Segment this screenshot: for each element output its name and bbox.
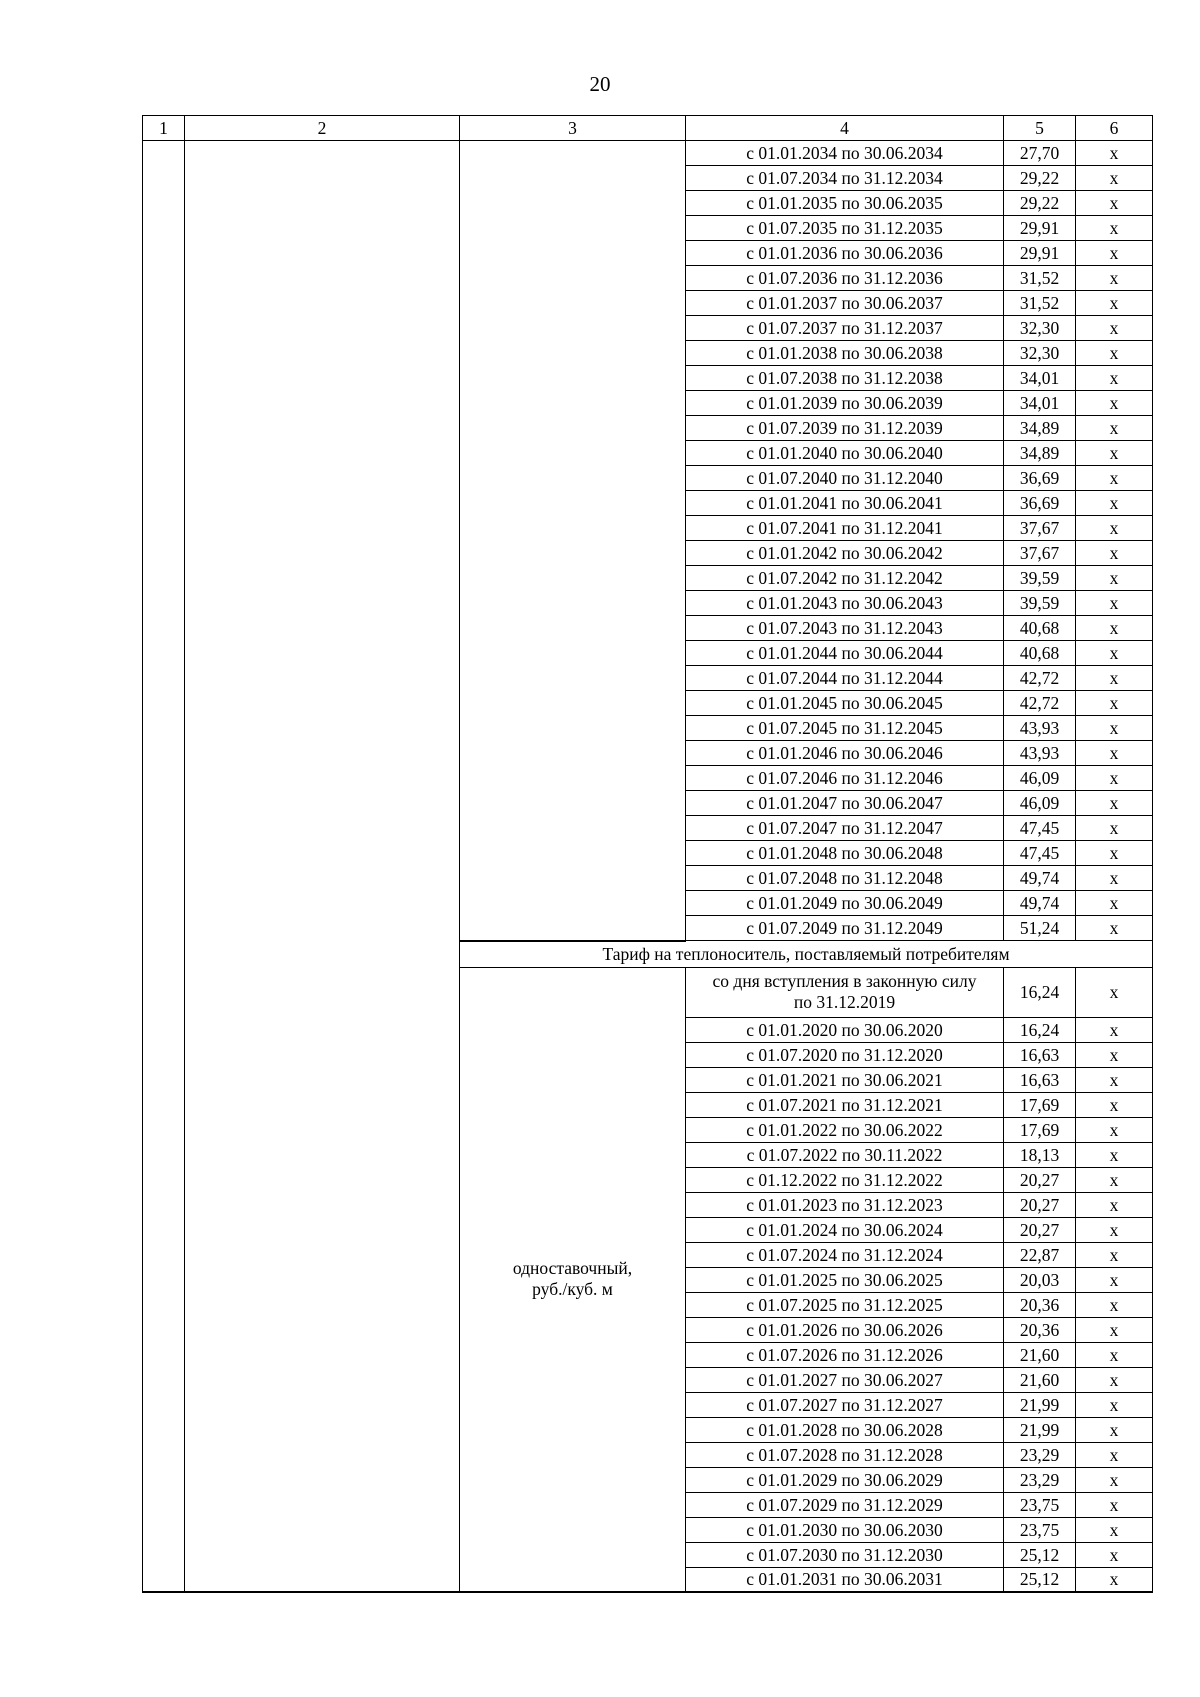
mark-cell: х xyxy=(1076,166,1153,191)
tariff-value-cell: 23,29 xyxy=(1004,1467,1076,1492)
tariff-value-cell: 16,24 xyxy=(1004,1017,1076,1042)
mark-cell: х xyxy=(1076,341,1153,366)
tariff-value-cell: 36,69 xyxy=(1004,491,1076,516)
tariff-value-cell: 40,68 xyxy=(1004,641,1076,666)
tariff-value-cell: 34,01 xyxy=(1004,366,1076,391)
tariff-value-cell: 49,74 xyxy=(1004,891,1076,916)
tariff-value-cell: 20,03 xyxy=(1004,1267,1076,1292)
tariff-value-cell: 16,24 xyxy=(1004,967,1076,1017)
tariff-type-cell xyxy=(460,967,686,1592)
tariff-value-cell: 16,63 xyxy=(1004,1042,1076,1067)
period-cell: с 01.01.2034 по 30.06.2034 xyxy=(686,141,1004,166)
column-3-empty-cell xyxy=(460,141,686,941)
mark-cell: х xyxy=(1076,566,1153,591)
tariff-value-cell: 29,91 xyxy=(1004,216,1076,241)
period-cell: с 01.07.2046 по 31.12.2046 xyxy=(686,766,1004,791)
tariff-value-cell: 31,52 xyxy=(1004,291,1076,316)
mark-cell: х xyxy=(1076,291,1153,316)
mark-cell: х xyxy=(1076,766,1153,791)
mark-cell: х xyxy=(1076,1417,1153,1442)
mark-cell: х xyxy=(1076,1567,1153,1592)
period-cell: с 01.12.2022 по 31.12.2022 xyxy=(686,1167,1004,1192)
tariff-value-cell: 27,70 xyxy=(1004,141,1076,166)
tariff-value-cell: 39,59 xyxy=(1004,566,1076,591)
period-cell: с 01.07.2044 по 31.12.2044 xyxy=(686,666,1004,691)
period-cell: с 01.07.2027 по 31.12.2027 xyxy=(686,1392,1004,1417)
tariff-value-cell: 34,89 xyxy=(1004,441,1076,466)
tariff-value-cell: 29,22 xyxy=(1004,166,1076,191)
column-number-3: 3 xyxy=(460,116,686,141)
tariff-value-cell: 25,12 xyxy=(1004,1542,1076,1567)
tariff-value-cell: 21,60 xyxy=(1004,1367,1076,1392)
mark-cell: х xyxy=(1076,141,1153,166)
mark-cell: х xyxy=(1076,216,1153,241)
mark-cell: х xyxy=(1076,541,1153,566)
period-cell: с 01.01.2042 по 30.06.2042 xyxy=(686,541,1004,566)
column-number-row xyxy=(143,116,1153,141)
period-cell: с 01.07.2029 по 31.12.2029 xyxy=(686,1492,1004,1517)
tariff-value-cell: 17,69 xyxy=(1004,1092,1076,1117)
period-cell: с 01.01.2039 по 30.06.2039 xyxy=(686,391,1004,416)
mark-cell: х xyxy=(1076,191,1153,216)
period-cell: с 01.07.2040 по 31.12.2040 xyxy=(686,466,1004,491)
period-cell: с 01.07.2022 по 30.11.2022 xyxy=(686,1142,1004,1167)
table-row xyxy=(143,141,1153,166)
period-cell: с 01.01.2047 по 30.06.2047 xyxy=(686,791,1004,816)
mark-cell: х xyxy=(1076,1017,1153,1042)
period-cell: с 01.07.2045 по 31.12.2045 xyxy=(686,716,1004,741)
tariff-value-cell: 20,27 xyxy=(1004,1217,1076,1242)
mark-cell: х xyxy=(1076,1242,1153,1267)
mark-cell: х xyxy=(1076,266,1153,291)
mark-cell: х xyxy=(1076,1392,1153,1417)
period-cell: с 01.07.2025 по 31.12.2025 xyxy=(686,1292,1004,1317)
tariff-value-cell: 18,13 xyxy=(1004,1142,1076,1167)
tariff-value-cell: 49,74 xyxy=(1004,866,1076,891)
tariff-value-cell: 37,67 xyxy=(1004,516,1076,541)
mark-cell: х xyxy=(1076,316,1153,341)
tariff-value-cell: 51,24 xyxy=(1004,916,1076,941)
period-cell: с 01.01.2022 по 30.06.2022 xyxy=(686,1117,1004,1142)
period-line: со дня вступления в законную силу xyxy=(712,971,977,991)
period-cell: с 01.07.2039 по 31.12.2039 xyxy=(686,416,1004,441)
period-cell: с 01.01.2021 по 30.06.2021 xyxy=(686,1067,1004,1092)
column-1-empty-cell xyxy=(143,141,185,1593)
tariff-value-cell: 25,12 xyxy=(1004,1567,1076,1592)
tariff-value-cell: 20,27 xyxy=(1004,1167,1076,1192)
tariff-value-cell: 29,91 xyxy=(1004,241,1076,266)
tariff-value-cell: 39,59 xyxy=(1004,591,1076,616)
tariff-value-cell: 34,89 xyxy=(1004,416,1076,441)
mark-cell: х xyxy=(1076,1267,1153,1292)
mark-cell: х xyxy=(1076,1467,1153,1492)
period-cell: с 01.07.2026 по 31.12.2026 xyxy=(686,1342,1004,1367)
tariff-value-cell: 16,63 xyxy=(1004,1067,1076,1092)
mark-cell: х xyxy=(1076,666,1153,691)
tariff-value-cell: 47,45 xyxy=(1004,816,1076,841)
period-cell: с 01.07.2049 по 31.12.2049 xyxy=(686,916,1004,941)
tariff-value-cell: 40,68 xyxy=(1004,616,1076,641)
mark-cell: х xyxy=(1076,791,1153,816)
tariff-value-cell: 47,45 xyxy=(1004,841,1076,866)
tariff-value-cell: 32,30 xyxy=(1004,316,1076,341)
period-cell: с 01.07.2036 по 31.12.2036 xyxy=(686,266,1004,291)
mark-cell: х xyxy=(1076,1142,1153,1167)
period-cell: с 01.07.2047 по 31.12.2047 xyxy=(686,816,1004,841)
mark-cell: х xyxy=(1076,491,1153,516)
tariff-value-cell: 23,75 xyxy=(1004,1492,1076,1517)
period-cell: с 01.01.2045 по 30.06.2045 xyxy=(686,691,1004,716)
tariff-value-cell: 42,72 xyxy=(1004,691,1076,716)
mark-cell: х xyxy=(1076,1317,1153,1342)
tariff-value-cell: 21,99 xyxy=(1004,1392,1076,1417)
mark-cell: х xyxy=(1076,641,1153,666)
period-cell: с 01.07.2035 по 31.12.2035 xyxy=(686,216,1004,241)
tariff-table xyxy=(142,115,1153,1593)
period-cell xyxy=(686,967,1004,1017)
mark-cell: х xyxy=(1076,591,1153,616)
tariff-value-cell: 29,22 xyxy=(1004,191,1076,216)
mark-cell: х xyxy=(1076,816,1153,841)
mark-cell: х xyxy=(1076,1092,1153,1117)
column-number-1: 1 xyxy=(143,116,185,141)
mark-cell: х xyxy=(1076,1042,1153,1067)
mark-cell: х xyxy=(1076,1492,1153,1517)
mark-cell: х xyxy=(1076,741,1153,766)
tariff-value-cell: 37,67 xyxy=(1004,541,1076,566)
tariff-value-cell: 20,36 xyxy=(1004,1292,1076,1317)
mark-cell: х xyxy=(1076,616,1153,641)
period-cell: с 01.01.2029 по 30.06.2029 xyxy=(686,1467,1004,1492)
period-cell: с 01.01.2044 по 30.06.2044 xyxy=(686,641,1004,666)
mark-cell: х xyxy=(1076,391,1153,416)
period-cell: с 01.01.2027 по 30.06.2027 xyxy=(686,1367,1004,1392)
mark-cell: х xyxy=(1076,716,1153,741)
mark-cell: х xyxy=(1076,1442,1153,1467)
period-cell: с 01.01.2038 по 30.06.2038 xyxy=(686,341,1004,366)
period-cell: с 01.01.2020 по 30.06.2020 xyxy=(686,1017,1004,1042)
mark-cell: х xyxy=(1076,516,1153,541)
tariff-value-cell: 20,27 xyxy=(1004,1192,1076,1217)
period-cell: с 01.01.2048 по 30.06.2048 xyxy=(686,841,1004,866)
period-cell: с 01.01.2024 по 30.06.2024 xyxy=(686,1217,1004,1242)
period-cell: с 01.01.2023 по 31.12.2023 xyxy=(686,1192,1004,1217)
mark-cell: х xyxy=(1076,1217,1153,1242)
column-number-4: 4 xyxy=(686,116,1004,141)
period-cell: с 01.01.2028 по 30.06.2028 xyxy=(686,1417,1004,1442)
period-cell: с 01.07.2034 по 31.12.2034 xyxy=(686,166,1004,191)
tariff-value-cell: 32,30 xyxy=(1004,341,1076,366)
mark-cell: х xyxy=(1076,1192,1153,1217)
mark-cell: х xyxy=(1076,1342,1153,1367)
period-cell: с 01.07.2042 по 31.12.2042 xyxy=(686,566,1004,591)
mark-cell: х xyxy=(1076,1117,1153,1142)
period-cell: с 01.01.2040 по 30.06.2040 xyxy=(686,441,1004,466)
mark-cell: х xyxy=(1076,1517,1153,1542)
tariff-value-cell: 31,52 xyxy=(1004,266,1076,291)
mark-cell: х xyxy=(1076,866,1153,891)
period-cell: с 01.07.2048 по 31.12.2048 xyxy=(686,866,1004,891)
mark-cell: х xyxy=(1076,1067,1153,1092)
mark-cell: х xyxy=(1076,1292,1153,1317)
mark-cell: х xyxy=(1076,916,1153,941)
period-cell: с 01.01.2031 по 30.06.2031 xyxy=(686,1567,1004,1592)
tariff-value-cell: 17,69 xyxy=(1004,1117,1076,1142)
period-cell: с 01.01.2041 по 30.06.2041 xyxy=(686,491,1004,516)
period-cell: с 01.07.2028 по 31.12.2028 xyxy=(686,1442,1004,1467)
column-number-5: 5 xyxy=(1004,116,1076,141)
period-cell: с 01.01.2046 по 30.06.2046 xyxy=(686,741,1004,766)
tariff-value-cell: 43,93 xyxy=(1004,741,1076,766)
tariff-value-cell: 34,01 xyxy=(1004,391,1076,416)
tariff-value-cell: 43,93 xyxy=(1004,716,1076,741)
mark-cell: х xyxy=(1076,691,1153,716)
period-cell: с 01.01.2030 по 30.06.2030 xyxy=(686,1517,1004,1542)
page-number: 20 xyxy=(589,72,611,96)
tariff-value-cell: 46,09 xyxy=(1004,791,1076,816)
period-cell: с 01.01.2025 по 30.06.2025 xyxy=(686,1267,1004,1292)
period-cell: с 01.01.2037 по 30.06.2037 xyxy=(686,291,1004,316)
mark-cell: х xyxy=(1076,1167,1153,1192)
tariff-value-cell: 42,72 xyxy=(1004,666,1076,691)
period-line: по 31.12.2019 xyxy=(793,992,896,1012)
tariff-value-cell: 36,69 xyxy=(1004,466,1076,491)
tariff-value-cell: 23,75 xyxy=(1004,1517,1076,1542)
period-cell: с 01.07.2043 по 31.12.2043 xyxy=(686,616,1004,641)
period-cell: с 01.07.2024 по 31.12.2024 xyxy=(686,1242,1004,1267)
tariff-value-cell: 21,99 xyxy=(1004,1417,1076,1442)
mark-cell: х xyxy=(1076,416,1153,441)
period-cell: с 01.07.2038 по 31.12.2038 xyxy=(686,366,1004,391)
tariff-unit: руб./куб. м xyxy=(532,1279,613,1300)
mark-cell: х xyxy=(1076,366,1153,391)
column-2-empty-cell xyxy=(185,141,460,1593)
period-cell: с 01.07.2030 по 31.12.2030 xyxy=(686,1542,1004,1567)
mark-cell: х xyxy=(1076,1542,1153,1567)
period-cell: с 01.01.2036 по 30.06.2036 xyxy=(686,241,1004,266)
period-cell: с 01.07.2020 по 31.12.2020 xyxy=(686,1042,1004,1067)
tariff-table-body xyxy=(143,116,1153,1593)
tariff-value-cell: 22,87 xyxy=(1004,1242,1076,1267)
period-cell: с 01.07.2037 по 31.12.2037 xyxy=(686,316,1004,341)
tariff-value-cell: 23,29 xyxy=(1004,1442,1076,1467)
column-number-6: 6 xyxy=(1076,116,1153,141)
mark-cell: х xyxy=(1076,441,1153,466)
section-title: Тариф на теплоноситель, поставляемый потребителям xyxy=(460,941,1153,968)
period-cell: с 01.07.2021 по 31.12.2021 xyxy=(686,1092,1004,1117)
period-cell: с 01.01.2026 по 30.06.2026 xyxy=(686,1317,1004,1342)
period-cell: с 01.01.2049 по 30.06.2049 xyxy=(686,891,1004,916)
column-number-2: 2 xyxy=(185,116,460,141)
mark-cell: х xyxy=(1076,241,1153,266)
tariff-value-cell: 46,09 xyxy=(1004,766,1076,791)
mark-cell: х xyxy=(1076,967,1153,1017)
tariff-value-cell: 21,60 xyxy=(1004,1342,1076,1367)
tariff-type: одноставочный, xyxy=(512,1258,633,1279)
period-cell: с 01.07.2041 по 31.12.2041 xyxy=(686,516,1004,541)
mark-cell: х xyxy=(1076,1367,1153,1392)
mark-cell: х xyxy=(1076,891,1153,916)
mark-cell: х xyxy=(1076,466,1153,491)
mark-cell: х xyxy=(1076,841,1153,866)
period-cell: с 01.01.2043 по 30.06.2043 xyxy=(686,591,1004,616)
period-cell: с 01.01.2035 по 30.06.2035 xyxy=(686,191,1004,216)
tariff-value-cell: 20,36 xyxy=(1004,1317,1076,1342)
